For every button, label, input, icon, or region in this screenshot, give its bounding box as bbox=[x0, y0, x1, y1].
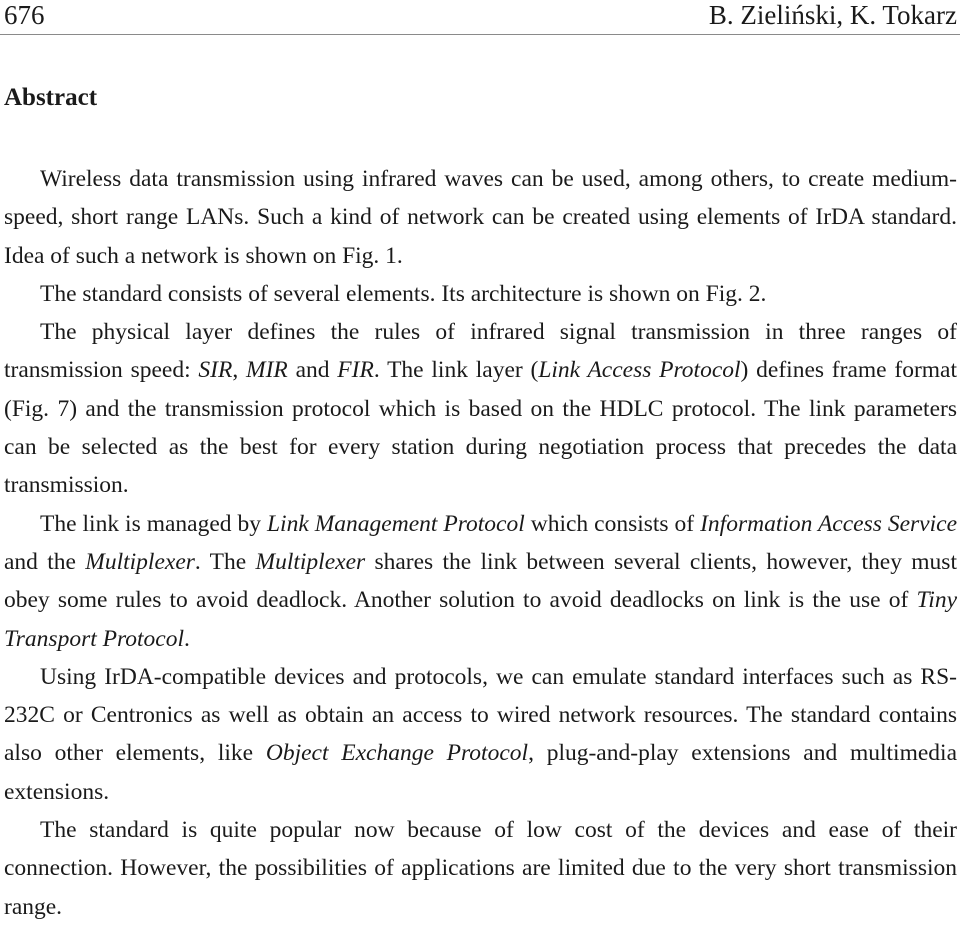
term-sir: SIR bbox=[198, 357, 233, 384]
paragraph-6-text: The standard is quite popular now because of low cost of the devices and ease of their connection. However, the possibilities of applications are limited due to the very short transmission range. bbox=[4, 817, 957, 920]
term-object-exchange-protocol: Object Exchange Protocol bbox=[265, 740, 529, 767]
paragraph-3-text: . The link layer ( bbox=[373, 357, 539, 384]
paragraph-1 bbox=[4, 160, 957, 275]
paragraph-5-text: , plug-and-play extensions and multimedia extensions. bbox=[4, 740, 958, 805]
term-multiplexer: Multiplexer bbox=[255, 548, 366, 575]
term-fir: FIR bbox=[337, 357, 374, 384]
paragraph-3 bbox=[4, 313, 957, 504]
paragraph-3-text: and bbox=[287, 357, 338, 384]
abstract-body bbox=[4, 160, 957, 926]
paragraph-6 bbox=[4, 811, 957, 926]
term-mir: MIR bbox=[246, 357, 288, 384]
paragraph-4-text: shares the link between several clients, however, they must obey some rules to avoid deadlock. Another solution to avoid deadlocks on link is the use of bbox=[4, 548, 957, 614]
term-link-management-protocol: Link Management Protocol bbox=[266, 510, 525, 537]
abstract-heading: Abstract bbox=[4, 84, 98, 111]
paragraph-4-text: which consists of bbox=[524, 510, 701, 537]
paragraph-2 bbox=[4, 275, 957, 313]
paragraph-5 bbox=[4, 658, 957, 811]
term-tiny-transport-protocol: Tiny Transport Protocol bbox=[4, 587, 957, 652]
page-header bbox=[0, 0, 960, 35]
paragraph-5-text: Using IrDA-compatible devices and protocols, we can emulate standard interfaces such as RS-232C or Centronics as well as obtain an access to wired network resources. The standard contains also other elements, like bbox=[4, 663, 957, 767]
paragraph-3-text: The physical layer defines the rules of infrared signal transmission in three ranges of transmission speed: bbox=[4, 319, 957, 384]
paragraph-2-text: The standard consists of several elements. Its architecture is shown on Fig. 2. bbox=[40, 280, 767, 307]
paragraph-4-text: . The bbox=[194, 548, 256, 575]
term-link-access-protocol: Link Access Protocol bbox=[538, 357, 741, 384]
term-multiplexer: Multiplexer bbox=[85, 548, 195, 575]
paragraph-4-text: . bbox=[183, 625, 190, 652]
paragraph-4-text: The link is managed by bbox=[40, 510, 267, 537]
paragraph-4 bbox=[4, 505, 957, 658]
term-information-access-service: Information Access Service bbox=[700, 510, 957, 537]
page-number: 676 bbox=[4, 0, 45, 30]
paragraph-1-text: Wireless data transmission using infrared waves can be used, among others, to create medium-speed, short range LANs. Such a kind of network can be created using elements of IrDA standard. Idea of such a network is shown on Fig. 1. bbox=[4, 166, 957, 269]
running-head: B. Zieliński, K. Tokarz bbox=[708, 0, 957, 30]
paragraph-3-text: ) defines frame format (Fig. 7) and the transmission protocol which is based on the HDLC protocol. The link parameters can be selected as the best for every station during negotiation process that precedes the data transmission. bbox=[4, 357, 958, 499]
paragraph-3-text: , bbox=[232, 357, 247, 384]
paragraph-4-text: and the bbox=[4, 548, 86, 575]
